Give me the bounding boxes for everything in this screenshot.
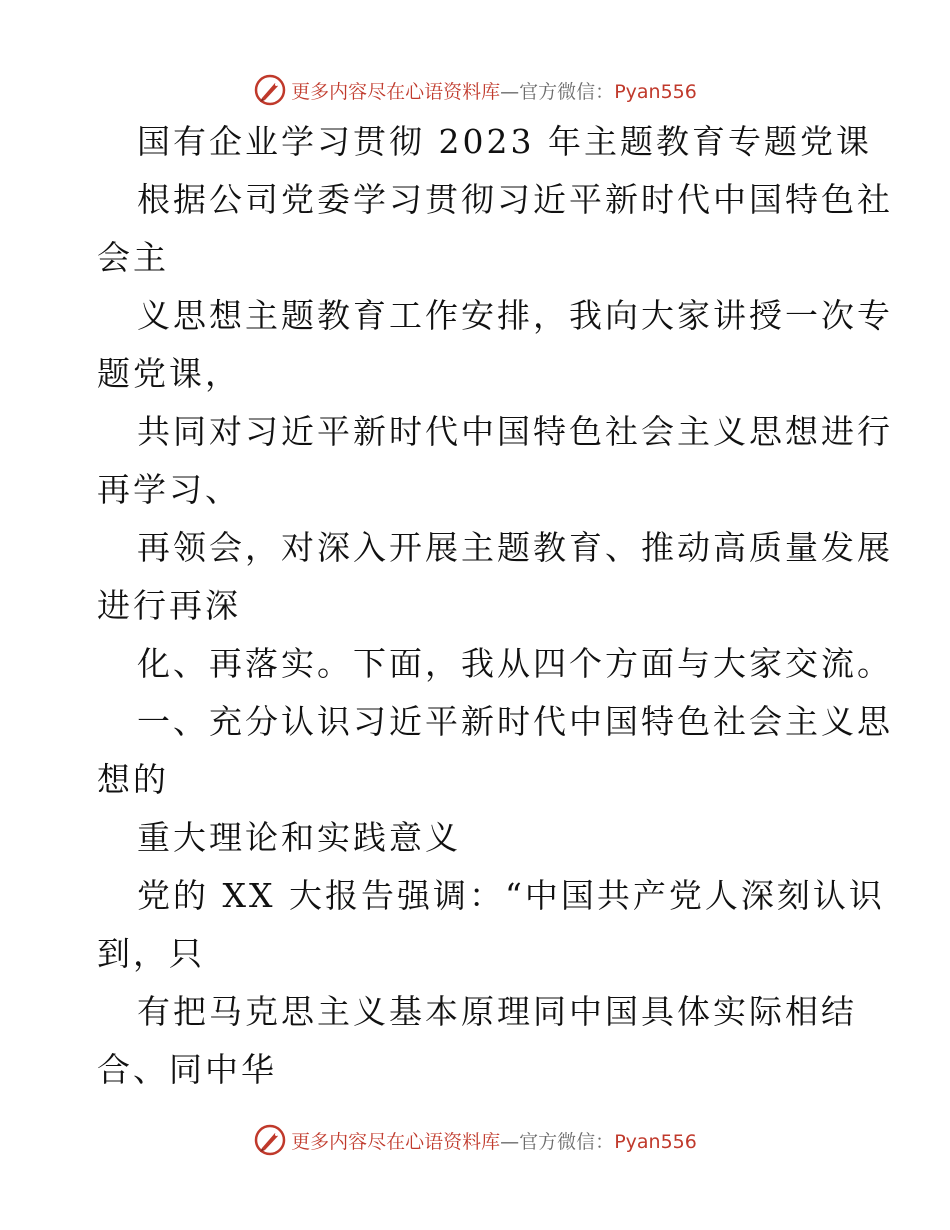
text-line: 义思想主题教育工作安排，我向大家讲授一次专 <box>137 296 893 335</box>
watermark-contact-id: Pyan556 <box>614 80 697 103</box>
text-line: 进行再深 <box>97 586 241 625</box>
document-title: 国有企业学习贯彻 2023 年主题教育专题党课 <box>137 122 872 161</box>
watermark-main-text: 更多内容尽在心语资料库 <box>291 80 501 103</box>
text-line: 化、再落实。下面，我从四个方面与大家交流。 <box>137 644 893 683</box>
watermark-main-text: 更多内容尽在心语资料库 <box>291 1130 501 1153</box>
text-line: 共同对习近平新时代中国特色社会主义思想进行 <box>137 412 893 451</box>
watermark-separator: — <box>500 1130 520 1153</box>
text-line: 合、同中华 <box>97 1050 277 1089</box>
text-line: 再学习、 <box>97 470 241 509</box>
text-line: 再领会，对深入开展主题教育、推动高质量发展 <box>137 528 893 567</box>
watermark-separator: — <box>500 80 520 103</box>
text-line: 有把马克思主义基本原理同中国具体实际相结 <box>137 992 857 1031</box>
section-heading-cont: 想的 <box>97 760 169 799</box>
text-line: 题党课， <box>97 354 241 393</box>
watermark-text <box>291 1127 697 1154</box>
watermark-text <box>291 77 697 104</box>
text-line: 到，只 <box>97 934 205 973</box>
header-watermark <box>0 68 950 112</box>
text-line: 根据公司党委学习贯彻习近平新时代中国特色社 <box>137 180 893 219</box>
watermark-contact-label: 官方微信： <box>519 80 615 103</box>
text-line: 党的 XX 大报告强调：“中国共产党人深刻认识 <box>137 876 885 915</box>
watermark-contact-id: Pyan556 <box>614 1130 697 1153</box>
footer-watermark <box>0 1118 950 1162</box>
watermark-contact-label: 官方微信： <box>519 1130 615 1153</box>
section-heading: 一、充分认识习近平新时代中国特色社会主义思 <box>137 702 893 741</box>
text-line: 会主 <box>97 238 169 277</box>
section-heading-cont: 重大理论和实践意义 <box>137 818 461 857</box>
pen-logo-icon <box>253 1123 287 1157</box>
pen-logo-icon <box>253 73 287 107</box>
